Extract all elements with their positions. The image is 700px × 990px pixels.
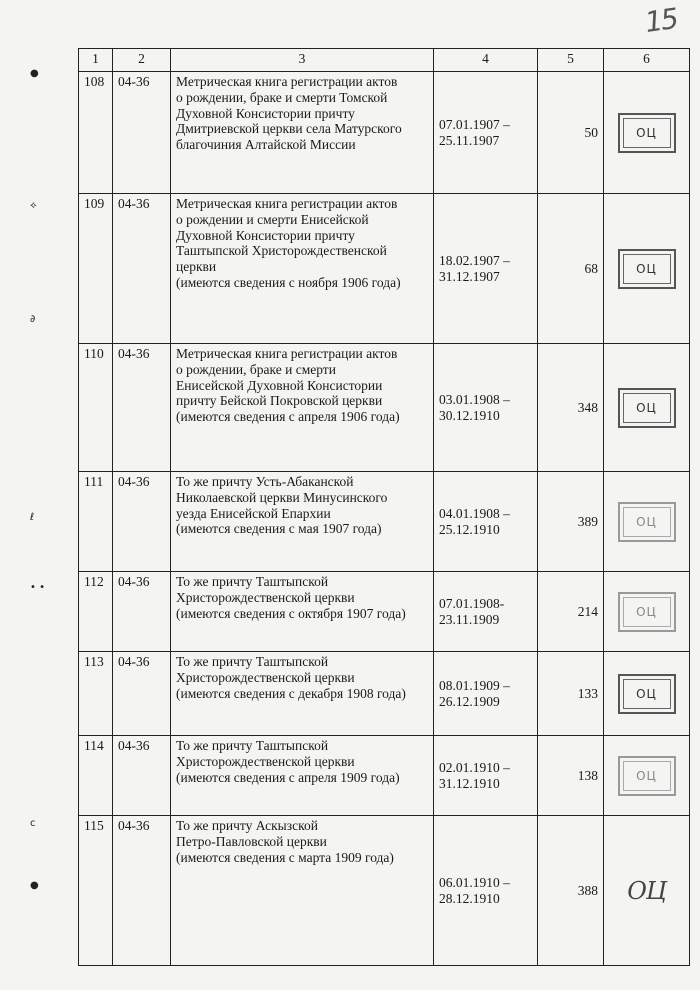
date-line: 23.11.1909 (439, 611, 500, 627)
fund-code-cell: 04-36 (113, 572, 171, 652)
oc-stamp: ОЦ (618, 249, 676, 289)
mark-cell (604, 572, 690, 652)
description-line: То же причту Таштыпской (176, 574, 329, 589)
mark-cell (604, 72, 690, 194)
margin-mark: c (30, 818, 36, 829)
description-line: Метрическая книга регистрации актов (176, 196, 398, 211)
margin-mark: ∂ (30, 314, 36, 325)
description-line: о рождении, браке и смерти (176, 361, 336, 377)
date-line: 30.12.1910 (439, 407, 500, 423)
handwritten-mark: ОЦ (627, 876, 666, 905)
description-line: Метрическая книга регистрации актов (176, 74, 398, 89)
date-line: 07.01.1907 – (439, 116, 510, 132)
oc-stamp: ОЦ (618, 388, 676, 428)
table-row (79, 194, 690, 344)
description-line: То же причту Аскызской (176, 818, 318, 833)
margin-mark: ℓ (30, 512, 35, 523)
description-line: Таштыпской Христорождественской (176, 243, 387, 259)
description-line: Духовной Консистории причту (176, 227, 355, 243)
description-line: причту Бейской Покровской церкви (176, 393, 383, 409)
oc-stamp: ОЦ (618, 756, 676, 796)
description-line: церкви (176, 259, 217, 275)
margin-mark: ● (30, 68, 39, 79)
table-row (79, 344, 690, 472)
date-line: 31.12.1910 (439, 775, 500, 791)
page-count-cell: 50 (538, 72, 604, 194)
date-range-cell (434, 572, 538, 652)
date-line: 08.01.1909 – (439, 677, 510, 693)
table-row (79, 736, 690, 816)
page-count-cell: 389 (538, 472, 604, 572)
description-line: Николаевской церкви Минусинского (176, 489, 388, 505)
date-line: 28.12.1910 (439, 890, 500, 906)
fund-code-cell: 04-36 (113, 344, 171, 472)
page-count-cell: 348 (538, 344, 604, 472)
page-count-cell: 133 (538, 652, 604, 736)
record-number-cell: 112 (79, 572, 113, 652)
header-row (79, 49, 690, 72)
description-line: Енисейской Духовной Консистории (176, 377, 383, 393)
record-number-cell: 109 (79, 194, 113, 344)
description-line: Дмитриевской церкви села Матурского (176, 121, 402, 137)
fund-code-cell: 04-36 (113, 816, 171, 966)
description-line: (имеются сведения с декабря 1908 года) (176, 685, 406, 701)
description-line: То же причту Таштыпской (176, 654, 329, 669)
column-header: 4 (434, 49, 538, 72)
description-line: Христорождественской церкви (176, 669, 355, 685)
column-header: 2 (113, 49, 171, 72)
page-count-cell: 214 (538, 572, 604, 652)
mark-cell (604, 472, 690, 572)
table-row (79, 472, 690, 572)
record-number-cell: 108 (79, 72, 113, 194)
date-range-cell (434, 344, 538, 472)
description-line: Христорождественской церкви (176, 753, 355, 769)
mark-cell (604, 736, 690, 816)
description-cell (171, 736, 434, 816)
oc-stamp: ОЦ (618, 674, 676, 714)
description-line: благочиния Алтайской Миссии (176, 137, 356, 153)
fund-code-cell: 04-36 (113, 736, 171, 816)
date-line: 02.01.1910 – (439, 759, 510, 775)
date-range-cell (434, 72, 538, 194)
margin-mark: • • (30, 582, 45, 593)
description-line: (имеются сведения с октября 1907 года) (176, 605, 406, 621)
column-header: 3 (171, 49, 434, 72)
fund-code-cell: 04-36 (113, 194, 171, 344)
fund-code-cell: 04-36 (113, 472, 171, 572)
oc-stamp: ОЦ (618, 113, 676, 153)
oc-stamp: ОЦ (618, 502, 676, 542)
description-line: о рождении, браке и смерти Томской (176, 89, 388, 105)
date-range-cell (434, 194, 538, 344)
date-range-cell (434, 816, 538, 966)
margin-mark: ● (30, 880, 39, 891)
description-line: Метрическая книга регистрации актов (176, 346, 398, 361)
date-range-cell (434, 472, 538, 572)
column-header: 5 (538, 49, 604, 72)
description-line: Петро-Павловской церкви (176, 833, 327, 849)
description-cell (171, 816, 434, 966)
mark-cell (604, 652, 690, 736)
table-row (79, 652, 690, 736)
fund-code-cell: 04-36 (113, 652, 171, 736)
archive-inventory-table (78, 48, 690, 966)
record-number-cell: 110 (79, 344, 113, 472)
description-line: То же причту Таштыпской (176, 738, 329, 753)
column-header: 6 (604, 49, 690, 72)
description-line: То же причту Усть-Абаканской (176, 474, 354, 489)
record-number-cell: 113 (79, 652, 113, 736)
record-number-cell: 115 (79, 816, 113, 966)
description-cell (171, 72, 434, 194)
description-line: (имеются сведения с ноября 1906 года) (176, 274, 401, 290)
description-cell (171, 344, 434, 472)
table-row (79, 72, 690, 194)
page-number: 15 (642, 1, 679, 40)
record-number-cell: 111 (79, 472, 113, 572)
date-line: 04.01.1908 – (439, 505, 510, 521)
page-count-cell: 388 (538, 816, 604, 966)
oc-stamp: ОЦ (618, 592, 676, 632)
description-line: (имеются сведения с мая 1907 года) (176, 521, 382, 537)
date-line: 07.01.1908- (439, 595, 505, 611)
description-line: о рождении и смерти Енисейской (176, 211, 369, 227)
description-cell (171, 652, 434, 736)
page-count-cell: 68 (538, 194, 604, 344)
description-line: уезда Енисейской Епархии (176, 505, 331, 521)
mark-cell (604, 816, 690, 966)
column-header: 1 (79, 49, 113, 72)
date-line: 31.12.1907 (439, 268, 500, 284)
date-line: 25.11.1907 (439, 132, 500, 148)
description-cell (171, 572, 434, 652)
date-line: 25.12.1910 (439, 521, 500, 537)
record-number-cell: 114 (79, 736, 113, 816)
date-range-cell (434, 652, 538, 736)
description-line: (имеются сведения с апреля 1909 года) (176, 769, 400, 785)
table-row (79, 816, 690, 966)
date-line: 26.12.1909 (439, 693, 500, 709)
mark-cell (604, 194, 690, 344)
table-row (79, 572, 690, 652)
description-line: Духовной Консистории причту (176, 105, 355, 121)
fund-code-cell: 04-36 (113, 72, 171, 194)
date-line: 03.01.1908 – (439, 391, 510, 407)
description-cell (171, 472, 434, 572)
description-line: (имеются сведения с апреля 1906 года) (176, 409, 400, 425)
margin-mark: ⟡ (30, 200, 37, 211)
date-range-cell (434, 736, 538, 816)
description-cell (171, 194, 434, 344)
page-count-cell: 138 (538, 736, 604, 816)
date-line: 06.01.1910 – (439, 874, 510, 890)
description-line: (имеются сведения с марта 1909 года) (176, 849, 394, 865)
date-line: 18.02.1907 – (439, 252, 510, 268)
description-line: Христорождественской церкви (176, 589, 355, 605)
mark-cell (604, 344, 690, 472)
